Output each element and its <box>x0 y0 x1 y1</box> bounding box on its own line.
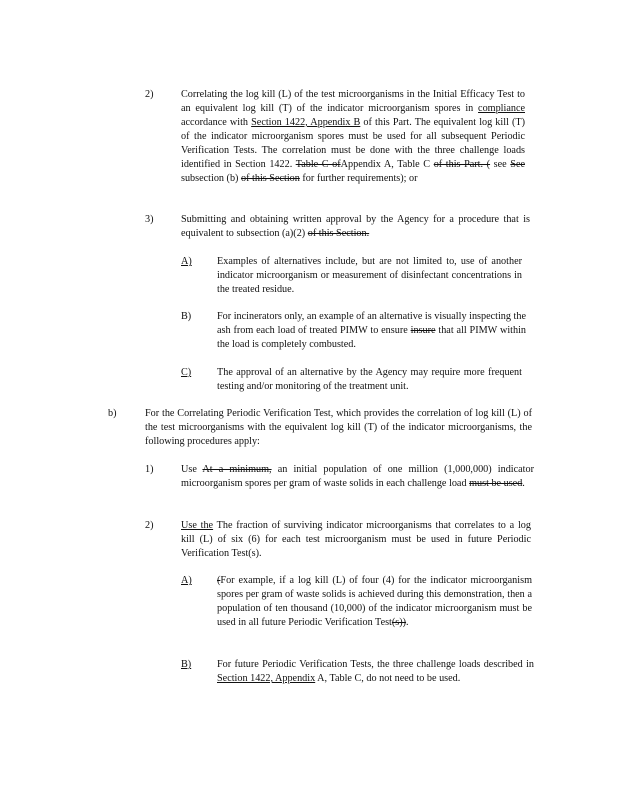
deleted-text: of this Section <box>240 173 300 184</box>
deleted-text: of this Section. <box>307 228 370 239</box>
deleted-text: insure <box>410 325 436 336</box>
deleted-text: See <box>510 159 525 170</box>
item-marker: 3) <box>145 214 154 225</box>
item-marker: A) <box>181 256 192 267</box>
item-text <box>217 310 526 352</box>
deleted-text: ( <box>217 575 221 586</box>
inserted-text: Use the <box>181 520 214 531</box>
item-marker: B) <box>181 311 192 322</box>
text-segment: Examples of alternatives include, but are not limited to, use of another indicator microorganism or measurement of disinfectant concentrations in the treated residue. <box>217 256 522 295</box>
deleted-text: At a minimum, <box>202 464 272 475</box>
deleted-text: must be used <box>469 478 523 489</box>
text-segment: Correlating the log kill (L) of the test microorganisms in the Initial Efficacy Test to an equivalent log kill (T) of the indicator microorganism spores in <box>181 89 525 114</box>
text-segment: For the Correlating Periodic Verification Test, which provides the correlation of log kill (L) of the test microorganisms with the equivalent log kill (T) of the indicator microorganisms, the following procedures apply: <box>145 408 532 447</box>
item-text <box>217 366 522 394</box>
item-marker: C) <box>181 367 192 378</box>
text-segment: A, Table C, do not need to be used. <box>315 673 461 684</box>
inserted-text: Section 1422, Appendix <box>217 673 316 684</box>
item-text <box>181 519 531 561</box>
text-segment: . <box>406 617 409 628</box>
text-segment: that all PIMW within the load is completely combusted. <box>217 325 527 350</box>
deleted-text: (s)) <box>391 617 407 628</box>
item-marker: A) <box>181 575 192 586</box>
item-marker: 2) <box>145 520 154 531</box>
text-segment: Appendix A, Table C <box>340 159 434 170</box>
text-segment: The approval of an alternative by the Agency may require more frequent testing and/or monitoring of the treatment unit. <box>217 367 522 392</box>
text-segment: of this Part. The equivalent log kill (T) of the indicator microorganism spores must be used for all subsequent Periodic Verification Tests. The correlation must be done with the three challenge loads identified in Section 1422. <box>181 117 526 170</box>
inserted-text: compliance <box>478 103 525 114</box>
text-segment: For example, if a log kill (L) of four (4) for the indicator microorganism spores per gram of waste solids is achieved during this demonstration, then a population of ten thousand (10,000) of the indicator microorganism must be used in all future Periodic Verification Test <box>217 575 532 628</box>
item-marker: b) <box>108 408 117 419</box>
text-segment: Submitting and obtaining written approval by the Agency for a procedure that is equivalent to subsection (a)(2) <box>181 214 530 239</box>
text-segment: . <box>522 478 525 489</box>
text-segment: accordance with <box>181 117 252 128</box>
item-text <box>181 88 525 186</box>
text-segment: Use <box>181 464 203 475</box>
item-text <box>145 407 532 449</box>
item-text <box>217 255 522 297</box>
item-marker: 1) <box>145 464 154 475</box>
deleted-text: Table C of <box>295 159 341 170</box>
item-marker: B) <box>181 659 192 670</box>
item-text <box>181 213 530 241</box>
text-segment: For future Periodic Verification Tests, the three challenge loads described in <box>217 659 534 670</box>
deleted-text: of this Part. ( <box>433 159 491 170</box>
item-text <box>181 463 534 491</box>
text-segment: subsection (b) <box>181 173 241 184</box>
inserted-text: Section 1422, Appendix B <box>251 117 361 128</box>
text-segment: see <box>490 159 511 170</box>
text-segment: The fraction of surviving indicator microorganisms that correlates to a log kill (L) of six (6) for each test microorganism must be used in future Periodic Verification Test(s). <box>181 520 531 559</box>
text-segment: for further requirements); or <box>299 173 418 184</box>
item-text <box>217 658 534 686</box>
item-text <box>217 574 532 630</box>
text-segment: an initial population of one million (1,000,000) indicator microorganism spores per gram of waste solids in each challenge load <box>181 464 534 489</box>
text-segment: For incinerators only, an example of an alternative is visually inspecting the ash from each load of treated PIMW to ensure <box>217 311 526 336</box>
item-marker: 2) <box>145 89 154 100</box>
